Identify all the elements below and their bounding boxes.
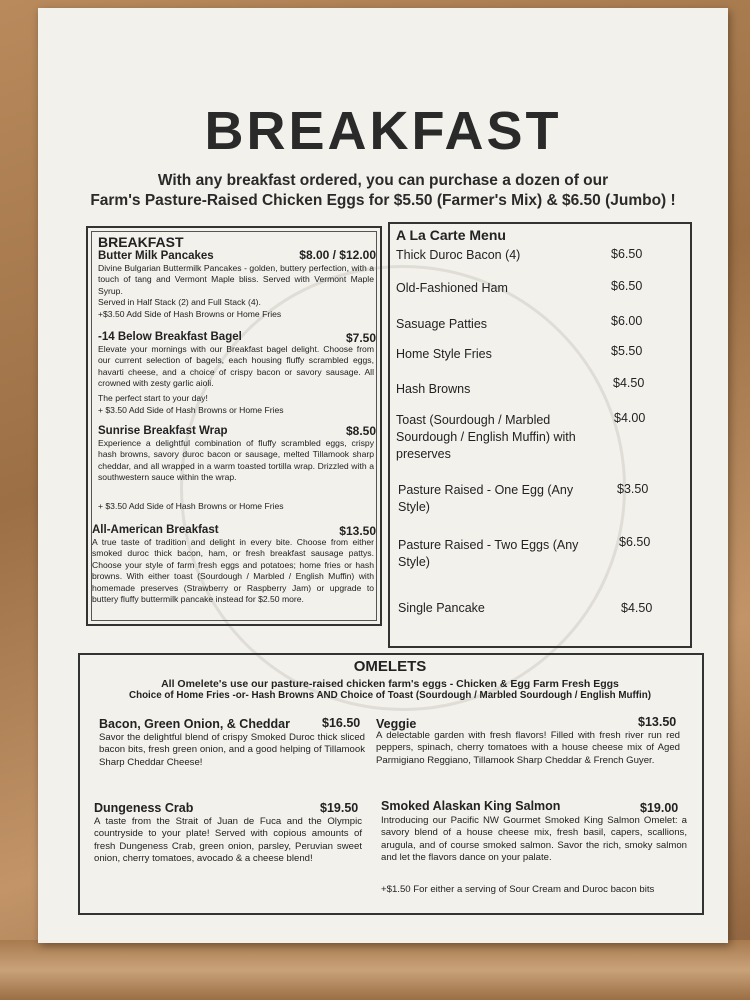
item-pancakes-desc: Divine Bulgarian Buttermilk Pancakes - golden, buttery perfection, with a touch of tang and Vermont Maple bliss. Served with Vermont Maple Syrup.	[98, 263, 374, 296]
omelets-heading: OMELETS	[353, 658, 427, 675]
item-wrap-addon: + $3.50 Add Side of Hash Browns or Home Fries	[98, 501, 284, 511]
alc-price-pancake: $4.50	[621, 601, 653, 615]
alc-price-hashbrowns: $4.50	[613, 376, 645, 390]
alacarte-heading: A La Carte Menu	[396, 227, 506, 243]
menu-title: BREAKFAST	[204, 101, 562, 161]
alc-item-fries: Home Style Fries	[396, 347, 492, 361]
omelet-bacon-name: Bacon, Green Onion, & Cheddar	[99, 717, 290, 731]
omelet-salmon-desc: Introducing our Pacific NW Gourmet Smoked King Salmon Omelet: a savory blend of a house cheese mix, fresh basil, capers, scallions, arugula, and of course smoked salmon. Savor the rich, smoky salmon and let the flavors dance on your palate.	[381, 815, 687, 864]
alc-item-ham: Old-Fashioned Ham	[396, 281, 508, 295]
omelet-veggie-name: Veggie	[376, 717, 417, 731]
item-american-price: $13.50	[339, 524, 376, 538]
alc-item-one-egg: Pasture Raised - One Egg (Any Style)	[398, 483, 574, 514]
item-pancakes-price: $8.00 / $12.00	[299, 248, 376, 262]
omelet-salmon-price: $19.00	[640, 801, 679, 815]
alc-price-ham: $6.50	[611, 279, 643, 293]
item-wrap-name: Sunrise Breakfast Wrap	[98, 425, 228, 437]
item-pancakes-name: Butter Milk Pancakes	[98, 250, 214, 262]
alc-price-toast: $4.00	[614, 411, 646, 425]
item-bagel-name: -14 Below Breakfast Bagel	[98, 331, 242, 343]
omelets-intro-line-1: All Omelete's use our pasture-raised chicken farm's eggs - Chicken & Egg Farm Fresh Eggs	[161, 678, 619, 690]
item-american-name: All-American Breakfast	[92, 524, 219, 536]
omelet-bacon-price: $16.50	[322, 716, 361, 730]
omelet-bacon-desc: Savor the delightful blend of crispy Smoked Duroc thick sliced bacon bits, fresh green onion, and a good helping of Tillamook Sharp Cheddar Cheese!	[99, 732, 365, 768]
alc-item-hashbrowns: Hash Browns	[396, 382, 471, 396]
subtitle-line-1: With any breakfast ordered, you can purchase a dozen of our	[157, 172, 609, 189]
subtitle-line-2: Farm's Pasture-Raised Chicken Eggs for $5.50 (Farmer's Mix) & $6.50 (Jumbo) !	[90, 192, 676, 209]
alc-price-sausage: $6.00	[611, 314, 643, 328]
item-bagel-addon: + $3.50 Add Side of Hash Browns or Home Fries	[98, 405, 284, 415]
omelet-salmon-name: Smoked Alaskan King Salmon	[381, 799, 561, 813]
omelets-intro-line-2: Choice of Home Fries -or- Hash Browns AND Choice of Toast (Sourdough / Marbled Sourdough / English Muffin)	[129, 690, 651, 701]
alc-item-pancake: Single Pancake	[398, 601, 485, 615]
omelet-crab-desc: A taste from the Strait of Juan de Fuca and the Olympic countryside to your plate! Served with copious amounts of fresh Dungeness Crab, green onion, parsley, Peruvian sweet onion, cherry tomatoes, avocado & a cheese blend!	[94, 816, 362, 865]
item-pancakes-addon: +$3.50 Add Side of Hash Browns or Home Fries	[98, 309, 282, 319]
alc-item-toast: Toast (Sourdough / Marbled Sourdough / English Muffin) with preserves	[396, 413, 576, 461]
alc-price-two-eggs: $6.50	[619, 535, 651, 549]
alc-item-two-eggs: Pasture Raised - Two Eggs (Any Style)	[398, 538, 579, 569]
omelet-veggie-desc: A delectable garden with fresh flavors! Filled with fresh river run red peppers, spinach, cherry tomatoes with a house cheese mix of Aged Parmigiano Reggiano, Tillamook Sharp Cheddar & French Guyer.	[376, 730, 680, 766]
breakfast-heading: BREAKFAST	[98, 234, 184, 250]
omelet-veggie-price: $13.50	[638, 715, 677, 729]
table-surface	[0, 940, 750, 1000]
alc-price-fries: $5.50	[611, 344, 643, 358]
omelet-crab-price: $19.50	[320, 801, 359, 815]
alc-item-sausage: Sasuage Patties	[396, 317, 488, 331]
item-wrap-price: $8.50	[345, 424, 376, 438]
alc-price-bacon: $6.50	[611, 247, 643, 261]
item-bagel-price: $7.50	[345, 331, 376, 345]
item-american-desc: A true taste of tradition and delight in every bite. Choose from either smoked duroc thick bacon, ham, or fresh breakfast sausage pattys. Choose your style of farm fresh eggs and potatoes; home fries or hash browns. With either toast (Sourdough / Marbled / English Muffin) with homemade preserves (Strawberry or Raspberry Jam) or upgrade to buttery fluffy buttermilk pancake instead for $2.50 more.	[92, 537, 374, 605]
item-bagel-note: The perfect start to your day!	[98, 393, 208, 403]
alc-item-bacon: Thick Duroc Bacon (4)	[396, 248, 521, 262]
omelet-crab-name: Dungeness Crab	[94, 801, 194, 815]
alc-price-one-egg: $3.50	[617, 482, 649, 496]
item-wrap-desc: Experience a delightful combination of fluffy scrambled eggs, crispy hash browns, savory duroc bacon or sausage, melted Tillamook sharp cheddar, and all wrapped in a warm toasted tortilla wrap. Drizzled with a southwestern sauce within the wrap.	[98, 438, 374, 483]
item-bagel-desc: Elevate your mornings with our Breakfast bagel delight. Choose from our current selection of bagels, each housing fluffy scrambled eggs, havarti cheese, and a choice of crispy bacon or savory sausage. All crowned with zesty garlic aioli.	[98, 344, 374, 389]
item-pancakes-note: Served in Half Stack (2) and Full Stack (4).	[98, 297, 261, 307]
omelets-addon-note: +$1.50 For either a serving of Sour Cream and Duroc bacon bits	[381, 884, 655, 895]
